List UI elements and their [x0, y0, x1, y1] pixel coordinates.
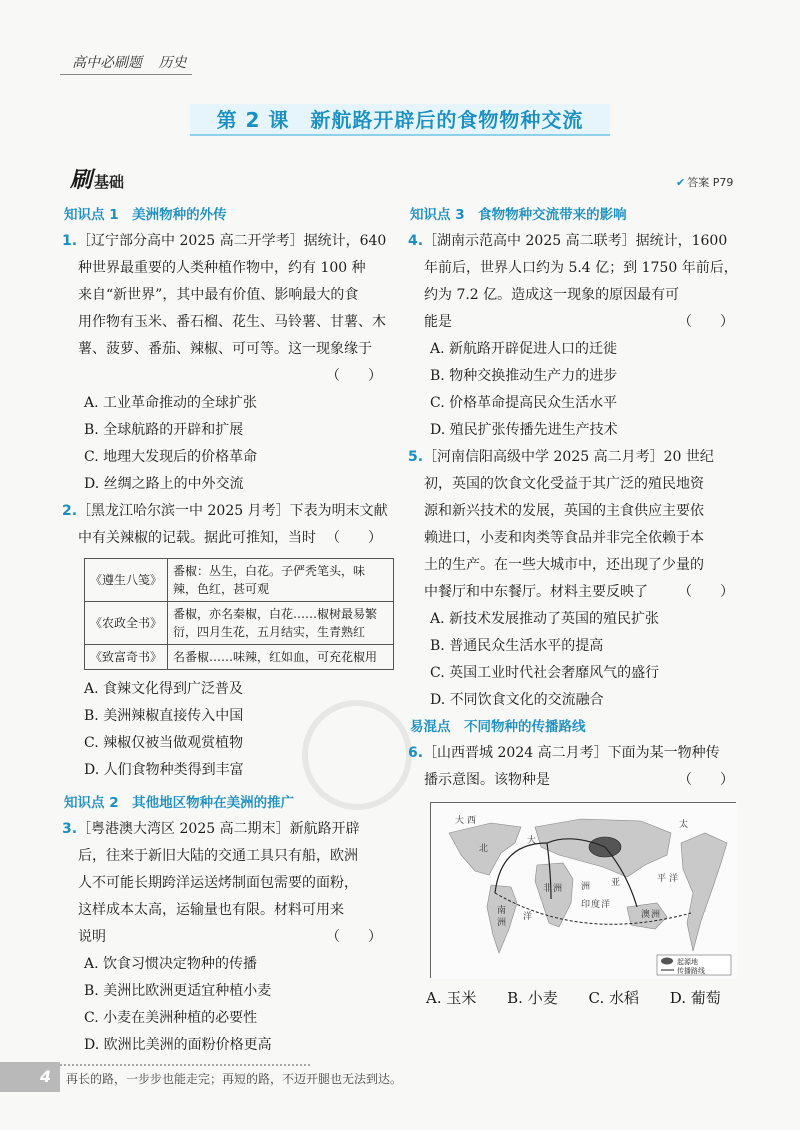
question-stem-line: 源和新兴技术的发展，英国的主食供应主要依: [424, 503, 704, 519]
option-c[interactable]: C. 小麦在美洲种植的必要性: [84, 1010, 258, 1026]
question-stem-line: 薯、菠萝、番茄、辣椒、可可等。这一现象缘于: [78, 341, 372, 357]
question-stem-line: 人不可能长期跨洋运送烤制面包需要的面粉，: [78, 875, 358, 891]
question-stem-line: 土的生产。在一些大城市中，还出现了少量的: [424, 557, 704, 573]
map-label: 洲: [651, 910, 661, 920]
knowledge-point-3: 知识点 3 食物物种交流带来的影响: [410, 207, 627, 223]
map-label: 澳: [641, 910, 651, 920]
question-stem-line: 用作物有玉米、番石榴、花生、马铃薯、甘薯、木: [78, 314, 386, 330]
question-stem-line: 能是: [424, 314, 452, 330]
question-stem-line: ［辽宁部分高中 2025 高二开学考］据统计，640: [77, 233, 387, 249]
map-label: 印: [581, 900, 591, 910]
map-label: 大: [527, 836, 537, 846]
footer-divider: [60, 1064, 310, 1066]
question-stem-line: ［湖南示范高中 2025 高二联考］据统计，1600: [423, 233, 728, 249]
option-c[interactable]: C. 地理大发现后的价格革命: [84, 449, 258, 465]
chili-records-table: [84, 558, 394, 670]
question-stem-line: 初，英国的饮食文化受益于其广泛的殖民地资: [424, 476, 704, 492]
answer-blank[interactable]: （ ）: [678, 772, 734, 788]
section-basic-tag: [70, 163, 124, 194]
question-stem-line: 这样成本太高，运输量也有限。材料可用来: [78, 902, 344, 918]
map-label: 洲: [581, 882, 591, 892]
table-cell-text: 番椒，亦名秦椒，白花……椒树最易繁衍，四月生花，五月结实，生青熟红: [168, 602, 394, 645]
question-stem-line: 中餐厅和中东餐厅。材料主要反映了: [424, 584, 648, 600]
option-d[interactable]: D. 丝绸之路上的中外交流: [84, 476, 244, 492]
question-stem-line: ［山西晋城 2024 高二月考］下面为某一物种传: [423, 745, 720, 761]
question-stem-line: 赖进口，小麦和肉类等食品并非完全依赖于本: [424, 530, 704, 546]
question-number: 3.: [62, 821, 78, 837]
question-6-options: [408, 984, 748, 1012]
subject-name: 历史: [158, 55, 187, 71]
question-stem-line: ［黑龙江哈尔滨一中 2025 月考］下表为明末文献: [77, 503, 388, 519]
table-cell-book: 《农政全书》: [85, 602, 168, 645]
question-stem-line: 说明: [78, 929, 106, 945]
map-label: 度: [591, 900, 601, 910]
legend-route-label: 传播路线: [677, 967, 705, 975]
table-cell-text: 名番椒……味辣，红如血，可充花椒用: [168, 645, 394, 670]
question-2: [62, 498, 396, 784]
map-label: 洲: [497, 918, 507, 928]
table-row: [85, 602, 394, 645]
map-label: 非: [543, 884, 553, 894]
option-a[interactable]: A. 饮食习惯决定物种的传播: [84, 956, 258, 972]
option-a[interactable]: A. 食辣文化得到广泛普及: [84, 681, 244, 697]
book-name: 高中必刷题: [72, 55, 142, 71]
confusion-point: 易混点 不同物种的传播路线: [410, 719, 586, 735]
question-number: 4.: [408, 233, 424, 249]
option-c[interactable]: C. 水稻: [588, 989, 639, 1007]
map-label: 洲: [553, 884, 563, 894]
option-d[interactable]: D. 殖民扩张传播先进生产技术: [430, 422, 618, 438]
question-number: 2.: [62, 503, 78, 519]
legend-origin-swatch: [661, 958, 673, 965]
question-number: 5.: [408, 449, 424, 465]
answer-blank[interactable]: （ ）: [326, 929, 382, 945]
table-row: [85, 559, 394, 602]
answer-page: 答案 P79: [687, 176, 734, 189]
world-map-svg: [431, 803, 737, 979]
map-label: 平: [657, 874, 667, 884]
option-b[interactable]: B. 普通民众生活水平的提高: [430, 638, 604, 654]
lesson-title: 第 2 课 新航路开辟后的食物物种交流: [190, 104, 610, 136]
legend-origin-label: 起源地: [677, 958, 698, 966]
option-d[interactable]: D. 葡萄: [669, 989, 721, 1007]
map-label: 亚: [611, 878, 621, 888]
map-label: 北: [479, 844, 489, 854]
left-column: [62, 202, 396, 1059]
question-number: 6.: [408, 745, 424, 761]
section-label: 基础: [94, 173, 125, 191]
option-a[interactable]: A. 新技术发展推动了英国的殖民扩张: [430, 611, 660, 627]
footer-quote: 再长的路，一步步也能走完；再短的路，不迈开腿也无法到达。: [66, 1072, 403, 1086]
option-c[interactable]: C. 英国工业时代社会奢靡风气的盛行: [430, 665, 660, 681]
question-stem-line: 后，往来于新旧大陆的交通工具只有船，欧洲: [78, 848, 358, 864]
answer-blank[interactable]: （ ）: [678, 314, 734, 330]
map-label: 洋: [601, 900, 611, 910]
option-d[interactable]: D. 人们食物种类得到丰富: [84, 762, 244, 778]
option-a[interactable]: A. 工业革命推动的全球扩张: [84, 395, 258, 411]
section-brush-glyph: 刷: [70, 168, 93, 193]
map-label: 西: [467, 816, 477, 826]
question-6: [408, 740, 748, 1012]
map-label: 洋: [669, 874, 679, 884]
spread-route-map: [430, 802, 736, 978]
check-icon: ✔: [676, 176, 686, 189]
option-b[interactable]: B. 美洲比欧洲更适宜种植小麦: [84, 983, 272, 999]
question-stem-line: 播示意图。该物种是: [424, 772, 550, 788]
table-cell-text: 番椒：丛生，白花。子俨秃笔头，味辣，色红，甚可观: [168, 559, 394, 602]
map-label: 南: [497, 906, 507, 916]
option-a[interactable]: A. 玉米: [426, 989, 477, 1007]
option-b[interactable]: B. 小麦: [507, 989, 558, 1007]
right-column: [408, 202, 748, 1012]
option-c[interactable]: C. 辣椒仅被当做观赏植物: [84, 735, 244, 751]
question-number: 1.: [62, 233, 78, 249]
answer-blank[interactable]: （ ）: [326, 530, 382, 546]
option-b[interactable]: B. 全球航路的开辟和扩展: [84, 422, 244, 438]
question-stem-line: ［河南信阳高级中学 2025 高二月考］20 世纪: [423, 449, 714, 465]
header-rule: [60, 74, 192, 75]
map-label: 太: [679, 820, 689, 830]
option-a[interactable]: A. 新航路开辟促进人口的迁徙: [430, 341, 618, 357]
table-row: [85, 645, 394, 670]
option-c[interactable]: C. 价格革命提高民众生活水平: [430, 395, 618, 411]
answer-blank[interactable]: （ ）: [678, 584, 734, 600]
page-number: 4: [0, 1062, 60, 1092]
knowledge-point-2: 知识点 2 其他地区物种在美洲的推广: [64, 795, 295, 811]
question-1: [62, 228, 396, 498]
table-cell-book: 《致富奇书》: [85, 645, 168, 670]
question-3: [62, 816, 396, 1059]
question-stem-line: 种世界最重要的人类种植作物中，约有 100 种: [78, 260, 366, 276]
knowledge-point-1: 知识点 1 美洲物种的外传: [64, 207, 227, 223]
question-4: [408, 228, 748, 444]
map-label: 大: [455, 816, 465, 826]
map-label: 洋: [523, 912, 533, 922]
question-stem-line: 约为 7.2 亿。造成这一现象的原因最有可: [424, 287, 680, 303]
question-stem-line: 年前后，世界人口约为 5.4 亿；到 1750 年前后，: [424, 260, 738, 276]
question-stem-line: ［粤港澳大湾区 2025 高二期末］新航路开辟: [77, 821, 360, 837]
question-stem-line: 来自“新世界”，其中最有价值、影响最大的食: [78, 287, 359, 303]
answer-reference: [676, 174, 733, 190]
running-header: [72, 52, 198, 72]
option-b[interactable]: B. 美洲辣椒直接传入中国: [84, 708, 244, 724]
option-b[interactable]: B. 物种交换推动生产力的进步: [430, 368, 618, 384]
option-d[interactable]: D. 欧洲比美洲的面粉价格更高: [84, 1037, 272, 1053]
option-d[interactable]: D. 不同饮食文化的交流融合: [430, 692, 604, 708]
question-stem-line: 中有关辣椒的记载。据此可推知，当时: [78, 530, 316, 546]
table-cell-book: 《遵生八笺》: [85, 559, 168, 602]
question-5: [408, 444, 748, 714]
answer-blank[interactable]: （ ）: [326, 368, 382, 384]
